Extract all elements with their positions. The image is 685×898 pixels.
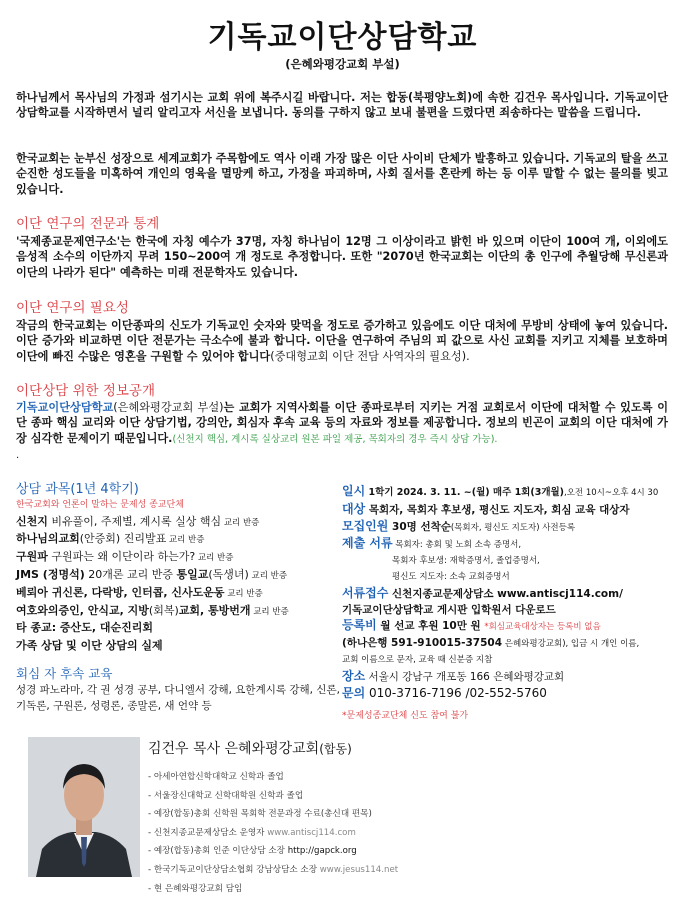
intro-paragraph-1: 하나님께서 목사님의 가정과 섬기시는 교회 위에 복주시길 바랍니다. 저는 합동(북평양노회)에 속한 김건우 목사입니다. 기독교이단상담학교를 시작하면서 널리 알리고자 서신을 보냅니다. 동의를 구하지 않고 보내 불편을 드렸다면 죄송하다는 말씀을 드립니다.: [16, 91, 668, 120]
info-column: [342, 484, 672, 725]
necessity-body-tail: (중대형교회 이단 전담 사역자의 필요성).: [270, 349, 470, 363]
necessity-body: 작금의 한국교회는 이단종파의 신도가 기독교인 숫자와 맞먹을 정도로 증가하고 있음에도 이단 대처에 무방비 상태에 놓여 있습니다. 이단 증가와 비교하면 이단 전문가는 극소수에 불과 합니다. 이단을 연구하여 주님의 피 값으로 사신 교회를 지키고 지체를 보호하며 이단에 빠진 수많은 영혼을 구원할 수 있어야 합니다: [16, 319, 668, 363]
portrait-image: [28, 737, 140, 877]
course-item: 구원파 구원파는 왜 이단이라 하는가? 교리 반증: [16, 550, 234, 564]
bio-item: - 예장(합동)총회 인준 이단상담 소장 http://gapck.org: [148, 846, 357, 857]
section-heading-statistics: 이단 연구의 전문과 통계: [16, 216, 160, 232]
course-item: 여호와의증인, 안식교, 지방(회복)교회, 통방번개 교리 반증: [16, 603, 289, 617]
contact-row: 문의 010-3716-7196 /02-552-5760: [342, 685, 547, 700]
course-item: 타 종교: 증산도, 대순진리회: [16, 621, 153, 635]
target-row: 대상 목회자, 목회자 후보생, 평신도 지도자, 회심 교육 대상자: [342, 501, 630, 516]
pastor-name-line: [148, 738, 352, 758]
page-subtitle: (은혜와평강교회 부설): [285, 57, 400, 71]
followup-heading: 회심 자 후속 교육: [16, 665, 113, 681]
docs-row-2: 목회자 후보생: 재학증명서, 졸업증명서,: [392, 556, 540, 567]
info-body: 는 교회가 지역사회를 이단 종파로부터 지키는 거점 교회로서 이단에 대처할 수 있도록 이단 종파 핵심 교리와 이단 상담기법, 강의안, 회심자 후속 교육 등의 자료와 정보를 제공합니다. 정보의 빈곤이 교회의 이단 대처에 가장 심각한 문제이기 때문입니다.: [16, 401, 668, 445]
bio-link[interactable]: www.jesus114.net: [319, 864, 399, 875]
pastor-affiliation: (합동): [319, 742, 352, 756]
bio-item: - 한국기독교이단상담소협회 강남상담소 소장 www.jesus114.net: [148, 864, 399, 875]
intro-paragraph-2: 한국교회는 눈부신 성장으로 세계교회가 주목함에도 역사 이래 가장 많은 이단 사이비 단체가 발흥하고 있습니다. 기독교의 탈을 쓰고 순진한 성도들을 미혹하여 개인의 영육을 멸망케 하고, 가정을 파괴하며, 사회 질서를 혼란케 하는 등 이루 말할 수 없는 물의를 빚고 있습니다.: [16, 152, 668, 196]
bio-link[interactable]: http://gapck.org: [287, 846, 357, 857]
pastor-photo: [28, 737, 140, 877]
separator-dot: .: [16, 450, 20, 461]
warning-note: *문제성종교단체 신도 참여 불가: [342, 711, 469, 722]
bank-row: (하나은행 591-910015-37504 은혜와평강교회), 입금 시 개인 이름,: [342, 637, 640, 650]
bio-link[interactable]: www.antiscj114.com: [267, 827, 356, 838]
bio-item: - 서울장신대학교 신학대학원 신학과 졸업: [148, 790, 304, 801]
info-note: (신천지 핵심, 계시록 실상교리 원본 파일 제공, 목회자의 경우 즉시 상담 가능).: [172, 433, 498, 445]
apply-row-2: 기독교이단상담학교 게시판 입학원서 다운로드: [342, 603, 556, 616]
docs-row-3: 평신도 지도자: 소속 교회증명서: [392, 571, 510, 582]
school-name: 기독교이단상담학교: [16, 401, 114, 414]
bio-item: - 현 은혜와평강교회 담임: [148, 883, 243, 894]
bank-row-2: 교회 이름으로 문자, 교육 때 신분증 지참: [342, 654, 493, 665]
courses-column: [16, 482, 346, 714]
info-paragraph: [16, 400, 668, 447]
course-item: 가족 상담 및 이단 상담의 실제: [16, 639, 163, 653]
section-heading-necessity: 이단 연구의 필요성: [16, 300, 129, 316]
statistics-paragraph: '국제종교문제연구소'는 한국에 자칭 예수가 37명, 자칭 하나님이 12명 그 이상이라고 밝힌 바 있으며 이단이 100여 개, 이외에도 음성적 소수의 이단까지 무려 150~200여 개 정도로 추정합니다. 또한 "2070년 한국교회는 이단의 총 인구에 추월당해 무신론과 이단의 나라가 된다" 예측하는 미래 전문학자도 있습니다.: [16, 235, 668, 279]
section-heading-info: 이단상담 위한 정보공개: [16, 383, 155, 399]
bio-item: - 신천지종교문제상담소 운영자 www.antiscj114.com: [148, 827, 356, 838]
course-item: 신천지 비유풀이, 주제별, 계시록 실상 핵심 교리 반증: [16, 514, 260, 528]
course-item: JMS (정명석) 20개론 교리 반증 통일교(독생녀) 교리 반증: [16, 567, 288, 581]
bio-item: - 예장(합동)총회 신학원 목회학 전문과정 수료(총신대 편목): [148, 809, 372, 820]
necessity-paragraph: [16, 318, 668, 364]
courses-subheading: 한국교회와 언론이 말하는 문제성 종교단체: [16, 499, 184, 510]
course-item: 하나님의교회(안증회) 진리발표 교리 반증: [16, 532, 205, 546]
pastor-name: 김건우 목사 은혜와평강교회: [148, 741, 320, 757]
recruit-row: 모집인원 30명 선착순(목회자, 평신도 지도자) 사전등록: [342, 518, 576, 533]
apply-row: 서류접수 신천지종교문제상담소 www.antiscj114.com/: [342, 585, 623, 600]
page-title: 기독교이단상담학교: [207, 20, 478, 55]
course-item: 베뢰아 귀신론, 다락방, 인터콥, 신사도운동 교리 반증: [16, 585, 263, 599]
courses-heading: 상담 과목(1년 4학기): [16, 482, 139, 497]
school-sub: (은혜와평강교회 부설): [113, 401, 224, 414]
bio-item: - 아세아연합신학대학교 신학과 졸업: [148, 772, 284, 782]
fee-row: 등록비 월 선교 후원 10만 원 *회심교육대상자는 등록비 없음: [342, 618, 601, 633]
schedule-row: 일시 1학기 2024. 3. 11. ~(월) 매주 1회(3개월),오전 10시~오후 4시 30: [342, 484, 659, 498]
place-row: 장소 서울시 강남구 개포동 166 은혜와평강교회: [342, 668, 565, 683]
pastor-bio: [148, 768, 398, 898]
docs-row: 제출 서류 목회자: 총회 및 노회 소속 증명서,: [342, 536, 522, 551]
followup-body: 성경 파노라마, 각 권 성경 공부, 다니엘서 강해, 요한계시록 강해, 신론, 기독론, 구원론, 성령론, 종말론, 새 언약 등: [16, 683, 340, 712]
